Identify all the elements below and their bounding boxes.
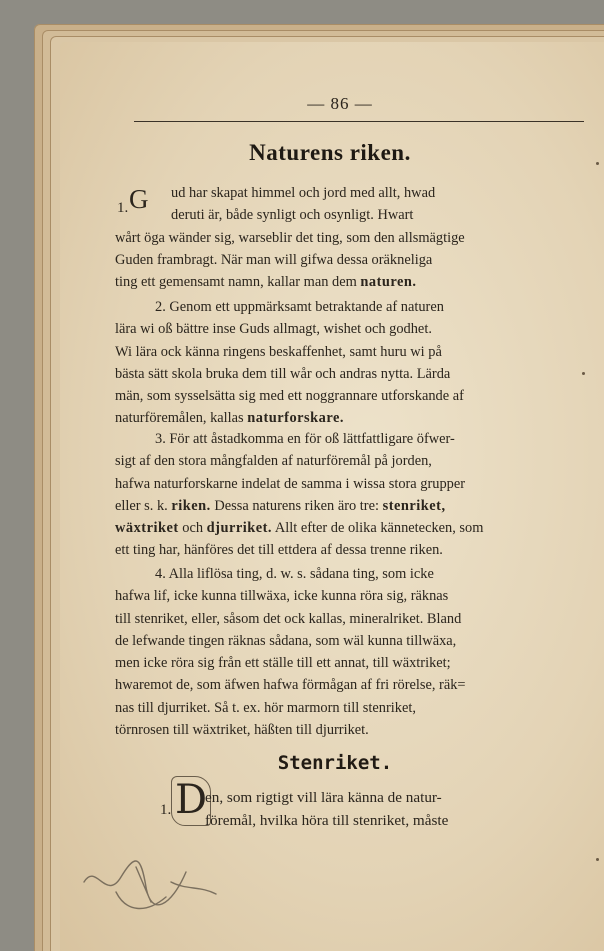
text-line: bästa sätt skola bruka dem till wår och andras nytta. Lärda bbox=[115, 365, 451, 382]
text-line: men icke röra sig från ett ställe till ett annat, till wäxtriket; bbox=[115, 655, 451, 672]
term-stenriket: stenriket, bbox=[382, 497, 446, 514]
section-title: Naturens riken. bbox=[249, 140, 411, 165]
text-line: lära wi oß bättre inse Guds allmagt, wishet och godhet. bbox=[115, 321, 432, 338]
text-line: hwaremot de, som äfwen hafwa förmågan af fri rörelse, räk= bbox=[115, 677, 466, 694]
text-line: Guden frambragt. När man will gifwa dessa oräkneliga bbox=[115, 251, 433, 268]
foxing-spot bbox=[582, 372, 585, 375]
text-line: 3. För att åstadkomma en för oß lättfattligare öfwer- bbox=[155, 431, 455, 447]
page-number: — 86 — bbox=[307, 94, 373, 113]
text-line: 2. Genom ett uppmärksamt betraktande af naturen bbox=[155, 299, 444, 315]
paragraph-1 bbox=[115, 182, 545, 293]
paragraph-2 bbox=[115, 296, 545, 430]
text-line: wäxtriket och djurriket. Allt efter de olika kännetecken, som bbox=[115, 520, 484, 537]
text-line: törnrosen till wäxtriket, häßten till djurriket. bbox=[115, 722, 369, 739]
paragraph-5-number: 1. bbox=[160, 802, 172, 818]
text-line: naturföremålen, kallas naturforskare. bbox=[115, 410, 344, 427]
paragraph-1-initial: G bbox=[129, 184, 149, 214]
term-naturen: naturen. bbox=[360, 274, 417, 291]
term-naturforskare: naturforskare. bbox=[247, 410, 344, 427]
text-line: deruti är, både synligt och osynligt. Hwart bbox=[171, 207, 414, 224]
text-line: ting ett gemensamt namn, kallar man dem naturen. bbox=[115, 274, 417, 291]
paragraph-1-number: 1. bbox=[117, 200, 129, 216]
text-line: föremål, hvilka höra till stenriket, måste bbox=[205, 812, 449, 829]
text-line: 4. Alla liflösa ting, d. w. s. sådana ting, som icke bbox=[155, 566, 434, 582]
paragraph-4 bbox=[115, 563, 545, 741]
text-line: hafwa naturforskarne indelat de samma i wissa stora grupper bbox=[115, 475, 466, 492]
text-line: män, som sysselsätta sig med ett noggrannare utforskande af bbox=[115, 388, 464, 405]
text-line: sigt af den stora mångfalden af naturföremål på jorden, bbox=[115, 453, 432, 470]
text-line: nas till djurriket. Så t. ex. hör marmorn till stenriket, bbox=[115, 699, 416, 716]
text-line: de lefwande tingen räknas sådana, som wäl kunna tillwäxa, bbox=[115, 632, 457, 649]
term-djurriket: djurriket. bbox=[206, 520, 273, 537]
foxing-spot bbox=[596, 858, 599, 861]
text-line: hafwa lif, icke kunna tillwäxa, icke kunna röra sig, räknas bbox=[115, 588, 449, 605]
text-line: wårt öga wänder sig, warseblir det ting, som den allsmägtige bbox=[115, 229, 465, 246]
term-waxtriket: wäxtriket bbox=[115, 520, 179, 537]
text-line: ud har skapat himmel och jord med allt, hwad bbox=[171, 185, 436, 201]
pencil-scribble-icon bbox=[76, 842, 226, 922]
text-line: ett ting har, hänföres det till ettdera af dessa trenne riken. bbox=[115, 542, 443, 559]
text-line: Wi lära ock känna ringens beskaffenhet, samt huru wi på bbox=[115, 343, 442, 360]
subsection-title: Stenriket. bbox=[277, 752, 393, 774]
paragraph-5 bbox=[205, 786, 545, 832]
paragraph-3 bbox=[115, 428, 545, 562]
foxing-spot bbox=[596, 162, 599, 165]
term-riken: riken. bbox=[171, 497, 211, 514]
ornamental-initial: D bbox=[171, 776, 211, 826]
text-line: eller s. k. riken. Dessa naturens riken äro tre: stenriket, bbox=[115, 497, 446, 514]
header-rule bbox=[134, 121, 584, 122]
text-line: en, som rigtigt vill lära känna de natur- bbox=[205, 789, 442, 806]
text-line: till stenriket, eller, såsom det ock kallas, mineralriket. Bland bbox=[115, 610, 462, 627]
